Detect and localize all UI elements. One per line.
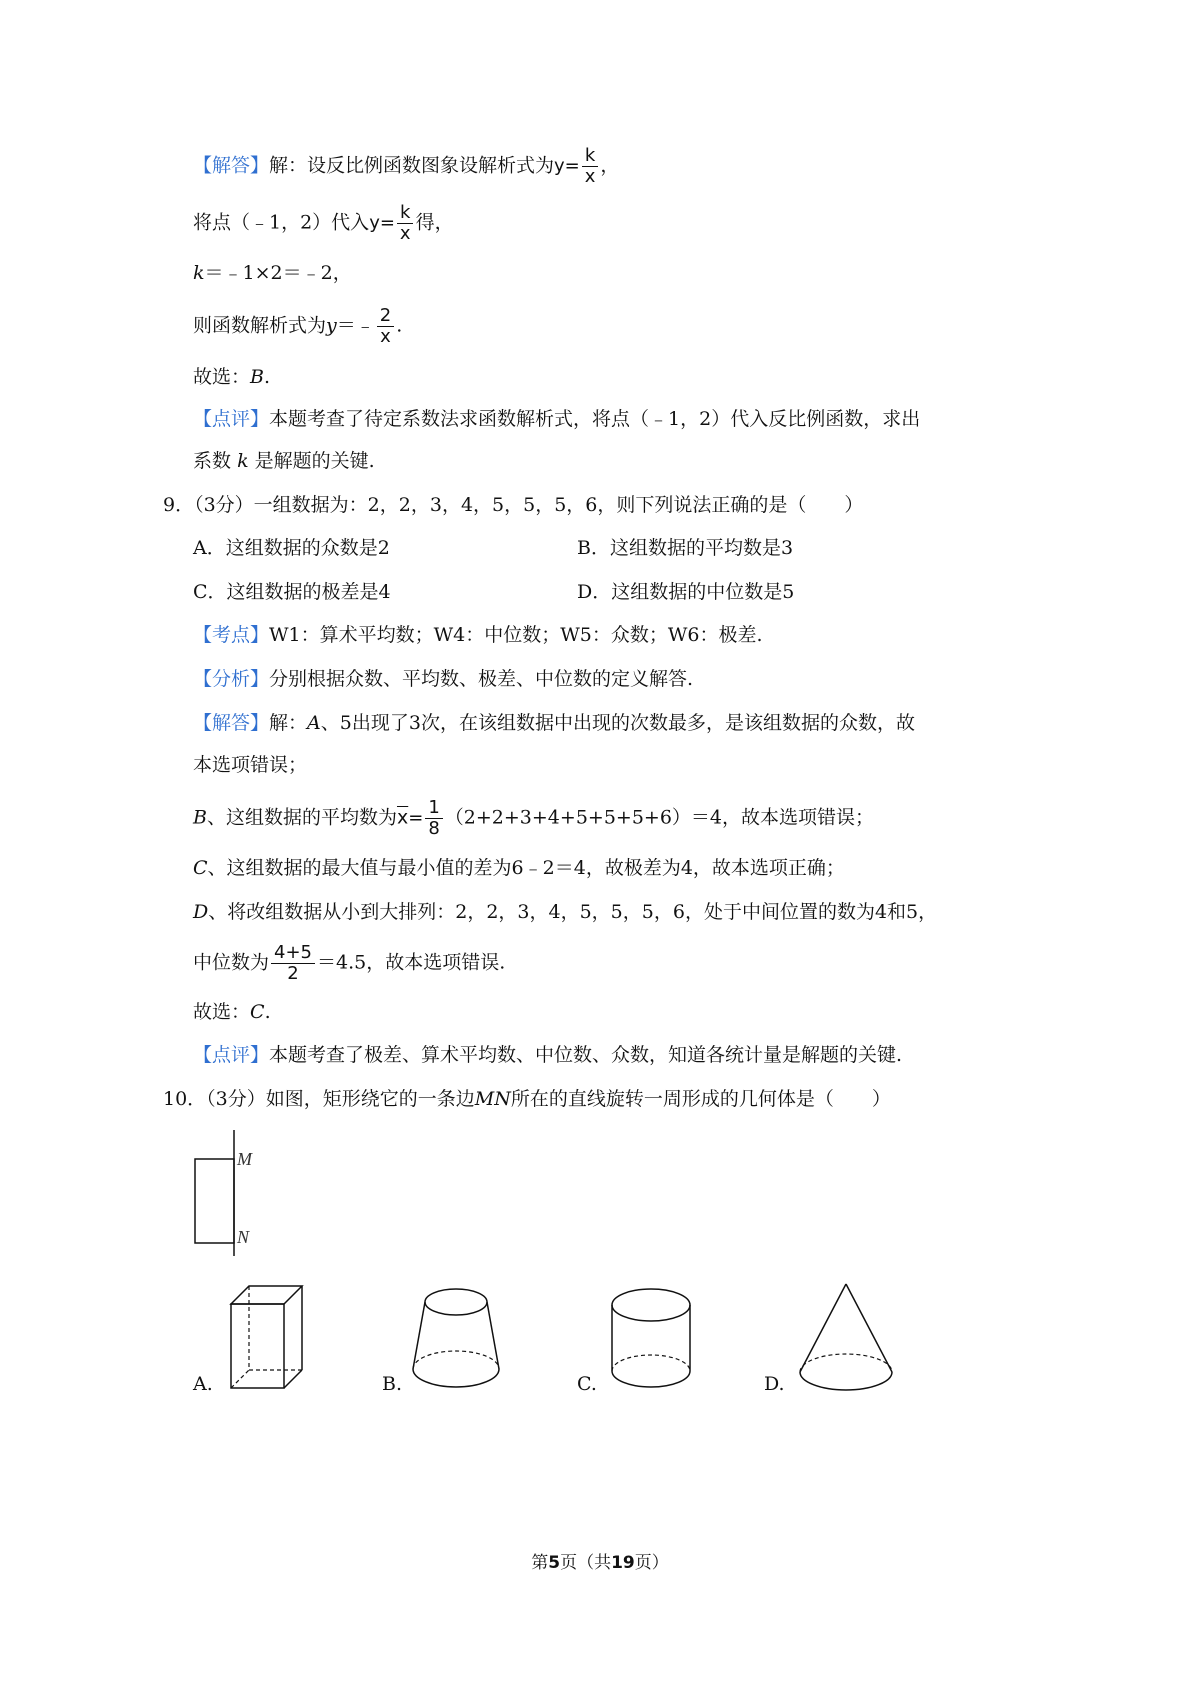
q9-option-c: C．这组数据的极差是4 [193, 581, 391, 603]
jieda-tag: 【解答】 [193, 712, 270, 734]
cylinder-figure [608, 1285, 694, 1397]
text: 、这组数据的平均数为 [206, 806, 397, 829]
numerator: k [397, 203, 413, 224]
text: 系数 [193, 450, 232, 472]
denominator: 2 [287, 963, 299, 984]
text: ＝4.5，故本选项错误. [317, 951, 506, 974]
frustum-figure [408, 1285, 504, 1397]
text: 则函数解析式为 [193, 314, 327, 337]
numerator: 4+5 [271, 943, 315, 964]
numerator: 1 [425, 798, 442, 819]
dianping-tag: 【点评】 [193, 1044, 270, 1066]
text: 故选： [193, 366, 251, 388]
var-mn: MN [474, 1088, 511, 1110]
q8-comment-line1 [193, 404, 920, 434]
rectangle-axis-figure [185, 1128, 275, 1258]
text: ＝﹣1×2＝﹣2， [204, 262, 352, 284]
text: W1：算术平均数；W4：中位数；W5：众数；W6：极差. [269, 624, 763, 646]
fraction-median [271, 943, 315, 984]
equals: = [408, 807, 424, 829]
q10-stem [163, 1084, 891, 1114]
label-m: M [237, 1149, 252, 1169]
denominator: 8 [428, 818, 440, 839]
var-y: y [326, 314, 337, 337]
text: 本题考查了极差、算术平均数、中位数、众数，知道各统计量是解题的关键. [269, 1044, 903, 1066]
punct: . [396, 314, 403, 337]
footer-text: 第 [531, 1553, 549, 1573]
denominator: x [399, 223, 411, 244]
q9-option-d: D．这组数据的中位数是5 [577, 581, 795, 603]
text: 将点（﹣1，2）代入 [193, 211, 370, 234]
x-bar: $\overline{x}$ [396, 806, 409, 829]
footer-text: 页） [634, 1553, 669, 1573]
text: 解：设反比例函数图象设解析式为 [269, 154, 555, 177]
q8-answer: 故选：B. [193, 366, 271, 388]
q8-comment-line2 [193, 446, 375, 476]
page-footer [0, 1548, 1200, 1573]
q9-stem: 9．（3分）一组数据为：2，2，3，4，5，5，5，6，则下列说法正确的是（ ） [163, 494, 864, 516]
fraction-k-over-x [582, 146, 599, 187]
q9-jieda-c [193, 853, 845, 883]
rectangle [195, 1159, 234, 1243]
text: 本题考查了待定系数法求函数解析式，将点（﹣1，2）代入反比例函数，求出 [269, 408, 921, 430]
q8-solution-line3 [193, 258, 352, 288]
letter-d: D [193, 901, 209, 923]
text: 分别根据众数、平均数、极差、中位数的定义解答. [269, 668, 694, 690]
text: 解： [269, 712, 308, 734]
q10-option-a-label: A. [193, 1373, 213, 1395]
text: （2+2+3+4+5+5+5+6）＝4，故本选项错误； [444, 806, 875, 829]
q10-option-b-label: B. [382, 1373, 403, 1395]
y-equals: y= [554, 155, 580, 177]
q9-jieda-d [193, 897, 937, 927]
q9-jieda-b [193, 798, 874, 839]
numerator: k [582, 146, 598, 167]
fraction-k-over-x [397, 203, 414, 244]
fraction-1-over-8 [425, 798, 442, 839]
text: 、将改组数据从小到大排列：2，2，3，4，5，5，5，6，处于中间位置的数为4和5， [208, 901, 938, 923]
text: 是解题的关键. [254, 450, 375, 472]
y-equals: y= [369, 212, 395, 234]
answer-letter: C [250, 1001, 265, 1023]
q8-solution-line2 [193, 203, 454, 244]
dianping-tag: 【点评】 [193, 408, 270, 430]
text: 10．（3分）如图，矩形绕它的一条边 [163, 1088, 475, 1110]
text: 故选： [193, 1001, 251, 1023]
q10-option-c-label: C. [577, 1373, 597, 1395]
answer-letter: B [250, 366, 264, 388]
footer-text: 页（共 [560, 1553, 612, 1573]
denominator: x [584, 166, 596, 187]
q9-comment [193, 1040, 902, 1070]
q9-median [193, 943, 505, 984]
q9-kaodian [193, 620, 763, 650]
q10-option-d-label: D. [764, 1373, 785, 1395]
fenxi-tag: 【分析】 [193, 668, 270, 690]
letter-b: B [193, 806, 207, 829]
q9-answer: 故选：C. [193, 1001, 271, 1023]
q9-option-a: A．这组数据的众数是2 [193, 537, 390, 559]
q9-option-b: B．这组数据的平均数是3 [577, 537, 794, 559]
text: 、5出现了3次，在该组数据中出现的次数最多，是该组数据的众数，故 [320, 712, 915, 734]
kaodian-tag: 【考点】 [193, 624, 270, 646]
prism-figure [226, 1282, 312, 1394]
jieda-tag: 【解答】 [193, 154, 270, 177]
q9-jieda-line2: 本选项错误； [193, 754, 308, 776]
q8-solution-line1 [193, 146, 619, 187]
fraction-2-over-x [377, 306, 394, 347]
denominator: x [380, 326, 391, 347]
numerator: 2 [377, 306, 394, 327]
punct: ， [600, 154, 620, 177]
text: 得， [415, 211, 454, 234]
text: ＝﹣ [336, 314, 375, 337]
text: 中位数为 [193, 951, 270, 974]
q9-fenxi [193, 664, 693, 694]
letter-c: C [193, 857, 208, 879]
q9-jieda-line1 [193, 708, 915, 738]
label-n: N [237, 1227, 250, 1247]
q8-solution-line4 [193, 306, 402, 347]
text: 所在的直线旋转一周形成的几何体是（ ） [510, 1088, 891, 1110]
page-number: 5 [548, 1553, 561, 1573]
var-k: k [237, 450, 249, 472]
var-k: k [193, 262, 205, 284]
letter-a: A [307, 712, 321, 734]
cone-figure [794, 1280, 898, 1396]
total-pages: 19 [611, 1553, 635, 1573]
text: 、这组数据的最大值与最小值的差为6﹣2＝4，故极差为4，故本选项正确； [207, 857, 845, 879]
